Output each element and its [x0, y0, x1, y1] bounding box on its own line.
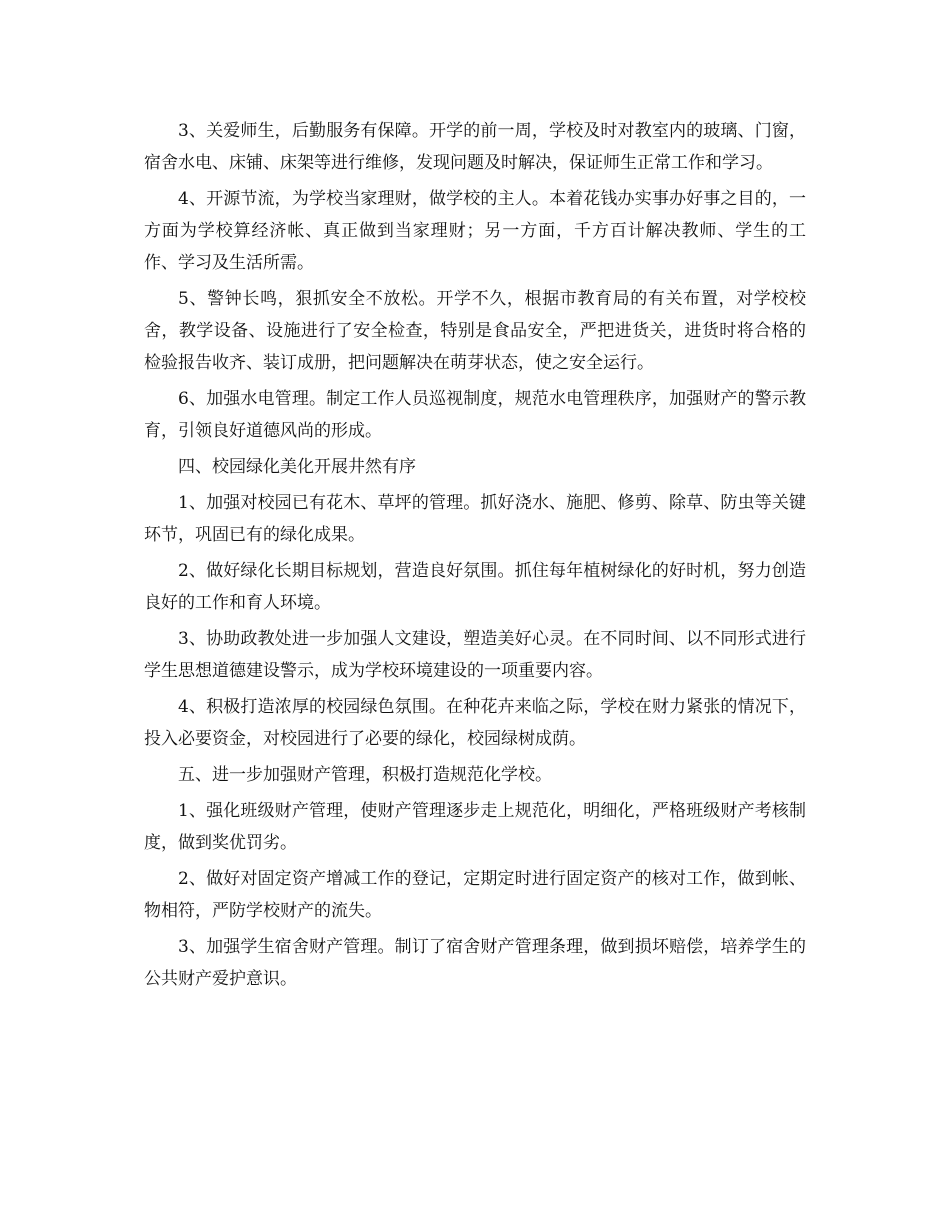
paragraph: 6、加强水电管理。制定工作人员巡视制度，规范水电管理秩序，加强财产的警示教育，引领良好道德风尚的形成。: [144, 389, 806, 441]
paragraph: 3、协助政教处进一步加强人文建设，塑造美好心灵。在不同时间、以不同形式进行学生思想道德建设警示，成为学校环境建设的一项重要内容。: [144, 629, 806, 681]
section-heading: 四、校园绿化美化开展井然有序: [178, 457, 416, 477]
paragraph: 1、加强对校园已有花木、草坪的管理。抓好浇水、施肥、修剪、除草、防虫等关键环节，巩固已有的绿化成果。: [144, 493, 806, 545]
paragraph: 1、强化班级财产管理，使财产管理逐步走上规范化，明细化，严格班级财产考核制度，做到奖优罚劣。: [144, 801, 806, 853]
paragraph: 5、警钟长鸣，狠抓安全不放松。开学不久，根据市教育局的有关布置，对学校校舍，教学设备、设施进行了安全检查，特别是食品安全，严把进货关，进货时将合格的检验报告收齐、装订成册，把问题解决在萌芽状态，使之安全运行。: [144, 289, 806, 373]
paragraph: 4、积极打造浓厚的校园绿色氛围。在种花卉来临之际，学校在财力紧张的情况下，投入必要资金，对校园进行了必要的绿化，校园绿树成荫。: [144, 697, 806, 749]
paragraph: 3、关爱师生，后勤服务有保障。开学的前一周，学校及时对教室内的玻璃、门窗，宿舍水电、床铺、床架等进行维修，发现问题及时解决，保证师生正常工作和学习。: [144, 121, 806, 173]
paragraph: 3、加强学生宿舍财产管理。制订了宿舍财产管理条理，做到损坏赔偿，培养学生的公共财产爱护意识。: [144, 937, 806, 989]
paragraph: 4、开源节流，为学校当家理财，做学校的主人。本着花钱办实事办好事之目的，一方面为学校算经济帐、真正做到当家理财；另一方面，千方百计解决教师、学生的工作、学习及生活所需。: [144, 189, 806, 273]
section-heading: 五、进一步加强财产管理，积极打造规范化学校。: [178, 765, 552, 785]
document-body: [144, 115, 806, 999]
paragraph: 2、做好对固定资产增减工作的登记，定期定时进行固定资产的核对工作，做到帐、物相符，严防学校财产的流失。: [144, 869, 806, 921]
paragraph: 2、做好绿化长期目标规划，营造良好氛围。抓住每年植树绿化的好时机，努力创造良好的工作和育人环境。: [144, 561, 806, 613]
